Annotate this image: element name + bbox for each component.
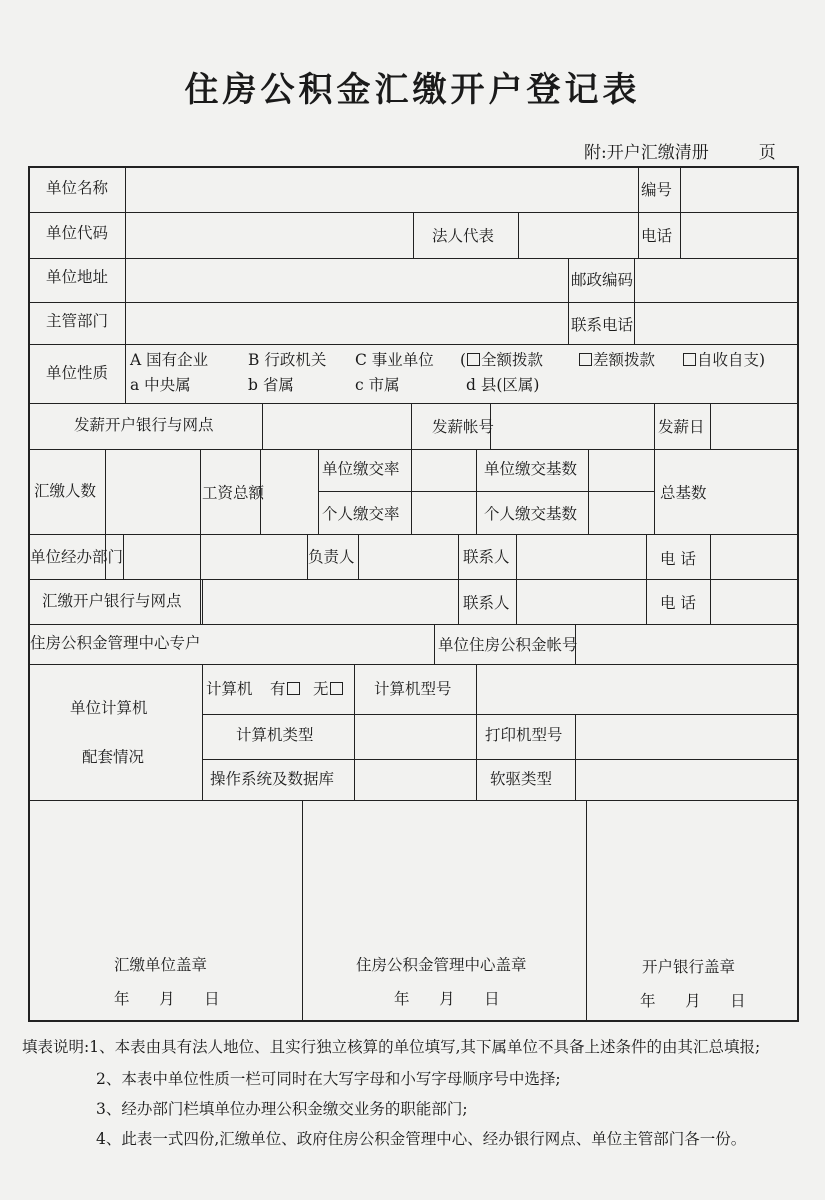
label-personal-base: 个人缴交基数	[484, 505, 578, 523]
label-contrib-bank: 汇缴开户银行与网点	[42, 592, 182, 610]
has-checkbox[interactable]	[287, 682, 300, 695]
day-label: 日	[204, 990, 220, 1008]
label-supervisor-dept: 主管部门	[46, 312, 109, 330]
nature-county[interactable]: d 县(区属)	[466, 376, 540, 394]
label-contrib-count: 汇缴人数	[34, 482, 97, 500]
label-computer: 计算机	[206, 680, 253, 698]
nature-paren: (	[460, 351, 467, 369]
label-seal-bank: 开户银行盖章	[642, 958, 736, 976]
has-label: 有	[270, 680, 286, 698]
label-unit-code: 单位代码	[46, 224, 109, 242]
month-label: 月	[439, 990, 455, 1008]
none-label: 无	[313, 680, 329, 698]
day-label: 日	[730, 992, 746, 1010]
none-checkbox[interactable]	[330, 682, 343, 695]
nature-admin-org[interactable]: B 行政机关	[248, 351, 327, 369]
nature-diff-funding[interactable]	[578, 353, 655, 369]
label-phone-2: 电 话	[660, 550, 696, 568]
label-unit-name: 单位名称	[46, 179, 109, 197]
nature-full-funding[interactable]	[466, 353, 543, 369]
label-salary-account: 发薪帐号	[432, 418, 495, 436]
label-computer-type: 计算机类型	[236, 726, 314, 744]
full-funding-label: 全额拨款	[481, 351, 544, 369]
note-4: 4、此表一式四份,汇缴单位、政府住房公积金管理中心、经办银行网点、单位主管部门各一份。	[96, 1130, 747, 1148]
label-phone: 电话	[641, 227, 673, 245]
month-label: 月	[159, 990, 175, 1008]
registration-form	[28, 166, 799, 1022]
label-total-wages: 工资总额	[202, 484, 265, 502]
nature-provincial[interactable]: b 省属	[248, 376, 294, 394]
label-salary-bank: 发薪开户银行与网点	[74, 416, 214, 434]
label-unit-base: 单位缴交基数	[484, 460, 578, 478]
label-os-db: 操作系统及数据库	[210, 770, 335, 788]
year-label: 年	[114, 990, 130, 1008]
label-printer-model: 打印机型号	[485, 726, 563, 744]
diff-funding-label: 差额拨款	[593, 351, 656, 369]
day-label: 日	[484, 990, 500, 1008]
note-3: 3、经办部门栏填单位办理公积金缴交业务的职能部门;	[96, 1100, 468, 1118]
label-unit-nature: 单位性质	[46, 364, 109, 382]
label-serial-no: 编号	[641, 181, 673, 199]
attachment-page: 页	[758, 143, 776, 163]
label-computer-subtitle: 配套情况	[82, 748, 145, 766]
label-total-base: 总基数	[660, 484, 707, 502]
label-computer-model: 计算机型号	[374, 680, 452, 698]
note-2: 2、本表中单位性质一栏可同时在大写字母和小写字母顺序号中选择;	[96, 1070, 561, 1088]
label-unit-rate: 单位缴交率	[322, 460, 400, 478]
label-seal-center: 住房公积金管理中心盖章	[356, 956, 527, 974]
label-person-in-charge: 负责人	[308, 548, 355, 566]
seal-bank-date	[640, 994, 746, 1010]
label-pay-day: 发薪日	[658, 418, 705, 436]
diff-funding-checkbox[interactable]	[579, 353, 592, 366]
label-handling-dept: 单位经办部门	[30, 548, 124, 566]
label-legal-rep: 法人代表	[432, 227, 495, 245]
full-funding-checkbox[interactable]	[467, 353, 480, 366]
year-label: 年	[640, 992, 656, 1010]
label-contact-person: 联系人	[463, 548, 510, 566]
attachment-label: 附:开户汇缴清册	[584, 143, 709, 163]
label-computer-title: 单位计算机	[70, 699, 148, 717]
form-title: 住房公积金汇缴开户登记表	[184, 70, 641, 110]
label-seal-unit: 汇缴单位盖章	[114, 956, 208, 974]
nature-public-institution[interactable]: C 事业单位	[355, 351, 434, 369]
seal-center-date	[394, 992, 500, 1008]
label-unit-address: 单位地址	[46, 268, 109, 286]
label-phone-3: 电 话	[660, 594, 696, 612]
attachment-note	[584, 138, 776, 163]
label-contact-phone: 联系电话	[571, 316, 634, 334]
nature-state-enterprise[interactable]: A 国有企业	[130, 351, 209, 369]
label-drive-type: 软驱类型	[490, 770, 553, 788]
year-label: 年	[394, 990, 410, 1008]
label-unit-hpf-account: 单位住房公积金帐号	[438, 636, 578, 654]
nature-municipal[interactable]: c 市属	[355, 376, 400, 394]
label-personal-rate: 个人缴交率	[322, 505, 400, 523]
note-1: 填表说明:1、本表由具有法人地位、且实行独立核算的单位填写,其下属单位不具备上述条件的由其汇总填报;	[22, 1038, 761, 1056]
nature-central[interactable]: a 中央属	[130, 376, 191, 394]
label-contact-person-2: 联系人	[463, 594, 510, 612]
month-label: 月	[685, 992, 701, 1010]
nature-self-funded[interactable]	[682, 353, 765, 369]
seal-unit-date	[114, 992, 220, 1008]
self-funded-label: 自收自支)	[697, 351, 766, 369]
computer-none-option[interactable]	[313, 682, 344, 698]
label-center-account: 住房公积金管理中心专户	[30, 634, 201, 652]
computer-has-option[interactable]	[270, 682, 301, 698]
label-postal-code: 邮政编码	[571, 271, 634, 289]
self-funded-checkbox[interactable]	[683, 353, 696, 366]
